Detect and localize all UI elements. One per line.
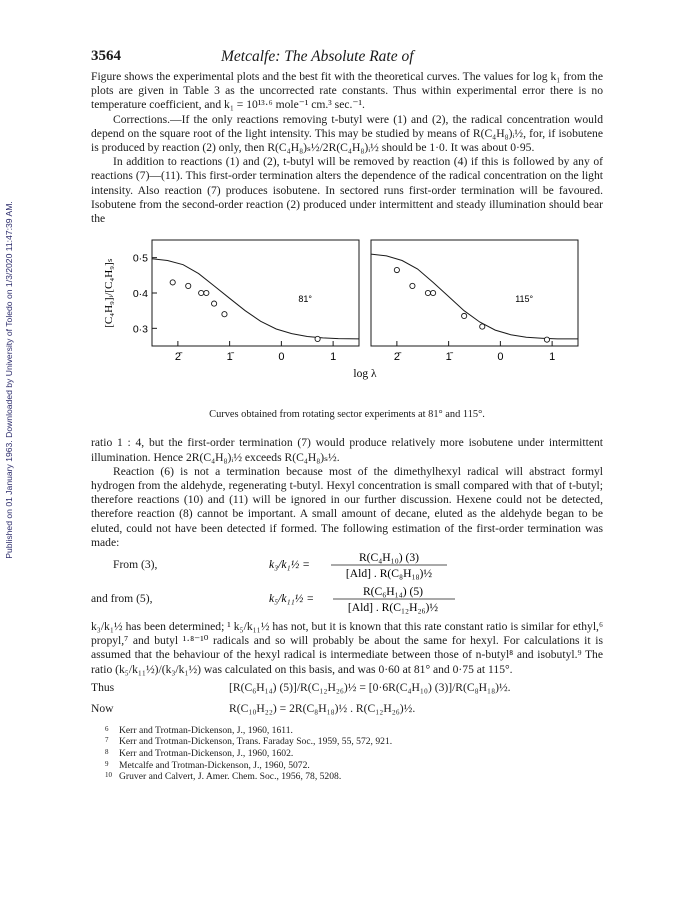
footnote-text: Metcalfe and Trotman-Dickenson, J., 1960, 5072. [119,759,310,771]
figure-rotating-sector [91,234,603,414]
figure-svg [91,234,603,414]
data-point [410,284,415,289]
footnote-text: Kerr and Trotman-Dickenson, J., 1960, 1611. [119,724,293,736]
equation-5-numerator: R(C₆H₁₄) (5) [362,585,424,599]
paragraph-6: k₃/k₁½ has been determined; ¹ k₅/k₁₁½ has not, but it is known that this rate constant ratio is similar for ethyl,⁶ propyl,⁷ and butyl ¹·⁸⁻¹⁰ radicals and so will probably be about the same for hexyl. For calculations it is assumed that the behaviour of the hexyl radical is intermediate between those of n-butyl⁸ and isobutyl.⁹ The ratio (k₅/k₁₁½)/(k₃/k₁½) was calculated on this basis, and was 0·60 at 81° and 0·75 at 115°. [91,620,603,676]
equation-thus [91,681,603,698]
equation-5-svg [269,584,529,614]
data-point [431,291,436,296]
equation-3-lhs: k₃/k₁½ = [269,558,310,572]
equation-now-body: R(C₁₀H₂₂) = 2R(C₈H₁₈)½ . R(C₁₂H₂₆)½. [229,701,416,715]
footnote-text: Gruver and Calvert, J. Amer. Chem. Soc., 1956, 78, 5208. [119,771,342,783]
footnote-mark: 8 [105,748,109,757]
paragraph-4: ratio 1 : 4, but the first-order termination (7) would produce relatively more isobutene under intermittent illumination. Hence 2R(C₄H₈)ᵢ½ exceeds R(C₄H₈)ₛ½. [91,436,603,464]
footnotes [91,725,603,783]
footnote-mark: 10 [105,771,112,780]
x-tick-label: 0 [278,351,285,364]
equation-5-label: and from (5), [91,592,153,606]
equation-5-denominator: [Ald] . R(C₁₂H₂₆)½ [347,601,439,615]
equation-3 [91,550,603,580]
x-tick-label: 2̄ [393,351,400,364]
equation-now [91,702,603,719]
footnote-10 [105,771,603,783]
equation-3-numerator: R(C₄H₁₀) (3) [358,551,420,565]
y-tick-label: 0·5 [132,252,148,265]
footnote-mark: 6 [105,724,109,733]
temperature-label: 81° [298,294,312,305]
y-tick-label: 0·4 [132,288,148,301]
temperature-label: 115° [515,294,534,305]
data-point [462,314,467,319]
figure-caption: Curves obtained from rotating sector experiments at 81° and 115°. [209,409,485,421]
footnote-text: Kerr and Trotman-Dickenson, Trans. Faraday Soc., 1959, 55, 572, 921. [119,736,393,748]
x-tick-label: 2̄ [174,351,181,364]
paragraph-3: In addition to reactions (1) and (2), t-butyl will be removed by reaction (4) if this is followed by any of reactions (7)—(11). This first-order termination alters the dependence of the radical concentration on the light intensity. Also reaction (7) produces isobutene. In sectored runs first-order termination will be favoured. Isobutene from the second-order reaction (2) produced under intermittent and steady illumination should bear the [91,155,603,226]
paragraph-5: Reaction (6) is not a termination because most of the dimethylhexyl radical will abstract formyl hydrogen from the aldehyde, regenerating t-butyl. Hexyl concentration is small compared with that of t-butyl; therefore reactions (10) and (11) will be ignored in our further discussion. Hexene could not be detected, therefore reaction (8) cannot be important. A small amount of decane, eluted as the aldehyde began to be eluted, could not have been detected if formed. The following estimation of the first-order termination was made: [91,464,603,549]
paragraph-corrections: Corrections.—If the only reactions removing t-butyl were (1) and (2), the radical concentration would depend on the square root of the light intensity. This may be studied by means of R(C₄H₈)ᵢ½, for, if isobutene is produced by reaction (2) only, then R(C₄H₈)ₛ½/2R(C₄H₈)ᵢ½ should be 1·0. It was about 0·95. [91,112,603,155]
data-point [544,337,549,342]
y-tick-label: 0·3 [132,323,148,336]
data-point [199,291,204,296]
data-point [222,312,227,317]
x-tick-label: 0 [497,351,504,364]
data-point [480,324,485,329]
fit-curve-0 [152,259,359,339]
page-header [91,48,603,70]
footnote-mark: 9 [105,759,109,768]
footnote-6 [105,724,603,737]
data-point [394,268,399,273]
data-point [212,301,217,306]
equation-thus-label: Thus [91,680,115,694]
equation-3-label: From (3), [113,558,158,572]
footnote-7 [105,736,603,748]
x-tick-label: 1̄ [226,351,233,364]
footnote-8 [105,748,603,760]
data-point [204,291,209,296]
equation-5 [91,584,603,614]
fit-curve-1 [371,254,578,339]
journal-page [91,48,603,783]
plot-frame-0 [152,240,359,346]
equation-3-svg [269,550,529,580]
running-title: Metcalfe: The Absolute Rate of [221,48,414,65]
data-point [315,337,320,342]
download-watermark-text: Published on 01 January 1963. Downloaded by University of Toledo on 1/3/2020 11:47:39 AM. [4,201,14,559]
data-point [170,280,175,285]
equation-5-lhs: k₅/k₁₁½ = [269,592,315,606]
equation-3-denominator: [Ald] . R(C₈H₁₈)½ [345,567,433,581]
x-axis-label: log λ [353,368,377,381]
paragraph-1: Figure shows the experimental plots and the best fit with the theoretical curves. The values for log k₁ from the plots are given in Table 3 as the uncorrected rate constants. Thus within experimental error there is no temperature coefficient, and k₁ = 10¹³·⁶ mole⁻¹ cm.³ sec.⁻¹. [91,70,603,112]
download-watermark [2,150,16,610]
equation-now-label: Now [91,701,114,715]
plot-frame-1 [371,240,578,346]
data-point [186,284,191,289]
footnote-text: Kerr and Trotman-Dickenson, J., 1960, 1602. [119,748,294,760]
x-tick-label: 1 [330,351,337,364]
page-number: 3564 [91,48,121,64]
x-tick-label: 1̄ [445,351,452,364]
y-axis-label: [C₄H₉]ᵢ/[C₄H₉]ₛ [103,258,115,328]
data-point [425,291,430,296]
x-tick-label: 1 [549,351,556,364]
footnote-mark: 7 [105,736,109,745]
equation-thus-body: [R(C₆H₁₄) (5)]/R(C₁₂H₂₆)½ = [0·6R(C₄H₁₀) (3)]/R(C₈H₁₈)½. [229,680,511,694]
footnote-9 [105,759,603,772]
